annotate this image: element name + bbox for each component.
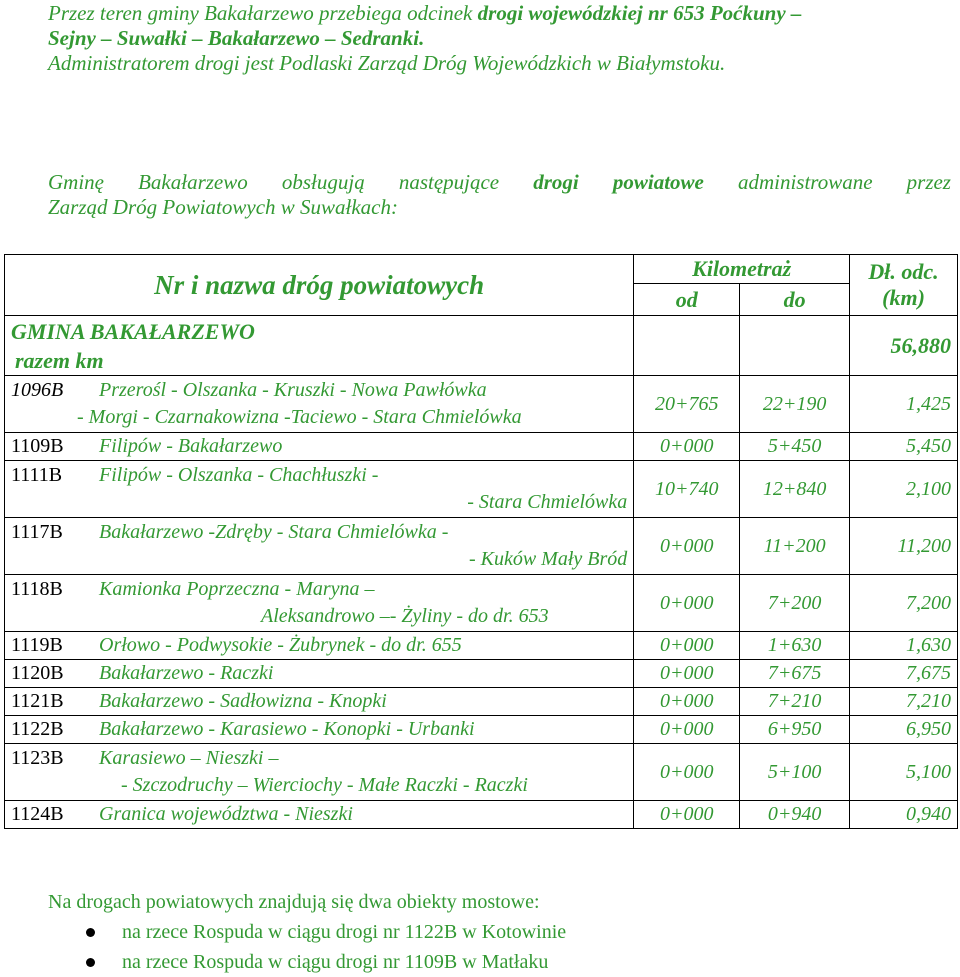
road-length: 1,425 [850, 376, 958, 433]
road-name-line1: Przerośl - Olszanka - Kruszki - Nowa Pawłówka [99, 379, 487, 401]
road-name-cell [5, 575, 634, 632]
powiat-roads-label: drogi powiatowe [533, 170, 704, 194]
table-row [5, 575, 958, 632]
road-km-to: 0+940 [740, 801, 850, 829]
road-length: 7,210 [850, 688, 958, 716]
road-name-line1: Karasiewo – Nieszki – [99, 747, 279, 769]
road-km-to: 22+190 [740, 376, 850, 433]
road-km-from: 0+000 [634, 575, 740, 632]
road-number: 1118B [11, 578, 63, 600]
gmina-total-label: razem km [15, 347, 104, 373]
road-km-from: 0+000 [634, 433, 740, 461]
intro-road-name: drogi wojewódzkiej nr 653 Poćkuny – [477, 1, 802, 25]
table-row [5, 518, 958, 575]
road-length: 7,675 [850, 660, 958, 688]
bridges-intro: Na drogach powiatowych znajdują się dwa obiekty mostowe: [48, 891, 540, 913]
road-km-to: 6+950 [740, 716, 850, 744]
table-header-row [5, 255, 958, 284]
road-name-cell [5, 461, 634, 518]
road-length: 2,100 [850, 461, 958, 518]
road-name-line2: - Morgi - Czarnakowizna -Taciewo - Stara Chmielówka [77, 406, 522, 428]
intro-text: Przez teren gminy Bakałarzewo przebiega odcinek [48, 1, 478, 25]
road-number: 1120B [11, 662, 64, 684]
road-km-to: 12+840 [740, 461, 850, 518]
road-length: 0,940 [850, 801, 958, 829]
road-name-line2: Aleksandrowo –- Żyliny - do dr. 653 [261, 605, 549, 627]
road-name-line1: Orłowo - Podwysokie - Żubrynek - do dr. 655 [99, 634, 462, 656]
road-length: 5,450 [850, 433, 958, 461]
bridge-text: na rzece Rospuda w ciągu drogi nr 1109B w Matłaku [122, 951, 549, 973]
list-item [48, 917, 948, 947]
table-row [5, 716, 958, 744]
table-row [5, 688, 958, 716]
road-length: 7,200 [850, 575, 958, 632]
road-name-cell [5, 518, 634, 575]
gmina-od-cell [634, 316, 740, 376]
road-name-cell [5, 433, 634, 461]
table-row [5, 744, 958, 801]
road-length: 1,630 [850, 632, 958, 660]
gmina-label [5, 316, 634, 376]
gmina-do-cell [740, 316, 850, 376]
header-length [850, 255, 958, 316]
road-name-cell [5, 688, 634, 716]
road-number: 1117B [11, 521, 63, 543]
bullet-icon [86, 958, 95, 967]
road-name-line1: Bakałarzewo -Zdręby - Stara Chmielówka - [99, 521, 449, 543]
road-length: 11,200 [850, 518, 958, 575]
header-road-name: Nr i nazwa dróg powiatowych [5, 255, 634, 316]
road-km-from: 0+000 [634, 688, 740, 716]
gmina-total-row [5, 316, 958, 376]
road-km-to: 1+630 [740, 632, 850, 660]
table-row [5, 461, 958, 518]
road-name-cell [5, 660, 634, 688]
road-number: 1111B [11, 464, 63, 486]
road-name-line1: Bakałarzewo - Sadłowizna - Knopki [99, 690, 387, 712]
powiat-intro-text: Gminę Bakałarzewo obsługują następujące [48, 170, 534, 194]
intro-administrator: Administratorem drogi jest Podlaski Zarząd Dróg Wojewódzkich w Białymstoku. [48, 51, 726, 75]
powiat-intro-line2: Zarząd Dróg Powiatowych w Suwałkach: [48, 195, 398, 219]
road-name-line1: Granica województwa - Nieszki [99, 803, 353, 825]
road-km-to: 7+675 [740, 660, 850, 688]
road-km-to: 11+200 [740, 518, 850, 575]
road-number: 1124B [11, 803, 64, 825]
road-km-from: 0+000 [634, 632, 740, 660]
road-name-cell [5, 376, 634, 433]
road-km-to: 7+200 [740, 575, 850, 632]
road-km-to: 5+100 [740, 744, 850, 801]
road-name-cell [5, 744, 634, 801]
road-number: 1121B [11, 690, 64, 712]
road-km-from: 20+765 [634, 376, 740, 433]
intro-road-route: Sejny – Suwałki – Bakałarzewo – Sedranki. [48, 26, 425, 50]
road-km-to: 5+450 [740, 433, 850, 461]
road-name-cell [5, 632, 634, 660]
powiat-intro-paragraph [48, 170, 951, 220]
road-name-line1: Filipów - Olszanka - Chachłuszki - [99, 464, 379, 486]
table-row [5, 376, 958, 433]
road-km-from: 0+000 [634, 801, 740, 829]
road-km-to: 7+210 [740, 688, 850, 716]
gmina-name: GMINA BAKAŁARZEWO [11, 318, 255, 344]
road-km-from: 0+000 [634, 744, 740, 801]
header-od: od [634, 284, 740, 316]
list-item [48, 947, 948, 977]
road-number: 1096B [11, 379, 64, 401]
road-number: 1109B [11, 435, 64, 457]
header-kilometraz: Kilometraż [634, 255, 850, 284]
road-name-line1: Bakałarzewo - Raczki [99, 662, 274, 684]
powiat-roads-table [4, 254, 958, 829]
road-name-line2: - Stara Chmielówka [467, 491, 628, 513]
road-km-from: 0+000 [634, 716, 740, 744]
header-length-line1: Dł. odc. [868, 259, 939, 284]
road-number: 1119B [11, 634, 63, 656]
road-name-cell [5, 716, 634, 744]
bridge-text: na rzece Rospuda w ciągu drogi nr 1122B w Kotowinie [122, 921, 567, 943]
table-row [5, 433, 958, 461]
bridges-section [48, 887, 948, 977]
road-name-line1: Bakałarzewo - Karasiewo - Konopki - Urbanki [99, 718, 475, 740]
road-name-cell [5, 801, 634, 829]
road-name-line1: Kamionka Poprzeczna - Maryna – [99, 578, 375, 600]
road-km-from: 10+740 [634, 461, 740, 518]
road-length: 5,100 [850, 744, 958, 801]
road-km-from: 0+000 [634, 660, 740, 688]
road-number: 1122B [11, 718, 64, 740]
header-do: do [740, 284, 850, 316]
road-length: 6,950 [850, 716, 958, 744]
table-row [5, 660, 958, 688]
road-km-from: 0+000 [634, 518, 740, 575]
table-row [5, 801, 958, 829]
header-length-line2: (km) [882, 285, 925, 310]
gmina-total-value: 56,880 [850, 316, 958, 376]
powiat-intro-text-end: administrowane przez [703, 170, 951, 194]
road-number: 1123B [11, 747, 64, 769]
road-name-line2: - Szczodruchy – Wierciochy - Małe Raczki - Raczki [121, 774, 528, 796]
bridges-list [48, 917, 948, 977]
road-name-line1: Filipów - Bakałarzewo [99, 435, 283, 457]
table-row [5, 632, 958, 660]
intro-paragraph [48, 1, 948, 76]
bullet-icon [86, 928, 95, 937]
road-name-line2: - Kuków Mały Bród [468, 548, 628, 570]
